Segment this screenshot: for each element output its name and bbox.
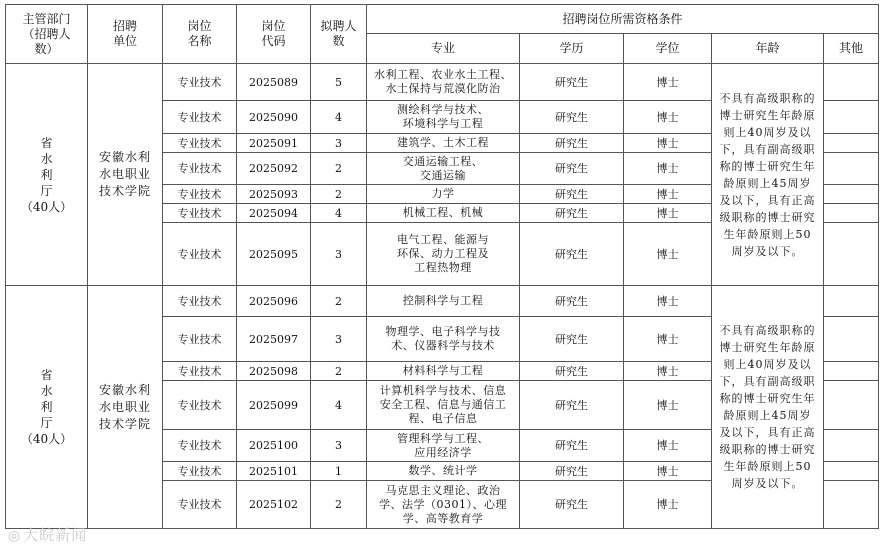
watermark-text: 大皖新闻	[23, 526, 88, 544]
position-code-cell: 2025099	[237, 381, 311, 430]
age-cell: 不具有高级职称的博士研究生年龄原则上40周岁及以下，具有副高级职称的博士研究生年龄原则上45周岁及以下，具有正高级职称的博士研究生年龄原则上50周岁及以下。	[712, 286, 824, 529]
unit-cell: 安徽水利 水电职业 技术学院	[88, 64, 163, 286]
count-cell: 4	[311, 204, 367, 223]
major-cell: 力学	[367, 185, 520, 204]
major-cell: 水利工程、农业水土工程、 水土保持与荒漠化防治	[367, 64, 520, 101]
degree-cell: 博士	[624, 101, 712, 134]
position-code-cell: 2025098	[237, 362, 311, 381]
other-cell	[824, 153, 879, 185]
position-code-cell: 2025101	[237, 462, 311, 481]
header-requirements: 招聘岗位所需资格条件	[367, 5, 879, 34]
count-cell: 4	[311, 101, 367, 134]
position-code-cell: 2025091	[237, 134, 311, 153]
degree-cell: 博士	[624, 381, 712, 430]
count-cell: 2	[311, 185, 367, 204]
count-cell: 3	[311, 317, 367, 362]
degree-cell: 博士	[624, 430, 712, 462]
position-name-cell: 专业技术	[163, 223, 237, 286]
position-name-cell: 专业技术	[163, 286, 237, 317]
dept-cell: 省 水 利 厅 （40人）	[6, 286, 88, 529]
degree-cell: 博士	[624, 153, 712, 185]
major-cell: 电气工程、能源与 环保、动力工程及 工程热物理	[367, 223, 520, 286]
count-cell: 3	[311, 134, 367, 153]
count-cell: 2	[311, 153, 367, 185]
education-cell: 研究生	[520, 481, 624, 529]
major-cell: 材料科学与工程	[367, 362, 520, 381]
watermark	[8, 524, 87, 545]
count-cell: 4	[311, 381, 367, 430]
major-cell: 测绘科学与技术、 环境科学与工程	[367, 101, 520, 134]
header-position-name: 岗位 名称	[163, 5, 237, 64]
degree-cell: 博士	[624, 481, 712, 529]
major-cell: 计算机科学与技术、信息 安全工程、信息与通信工 程、电子信息	[367, 381, 520, 430]
header-count: 拟聘人 数	[311, 5, 367, 64]
position-name-cell: 专业技术	[163, 134, 237, 153]
header-dept: 主管部门 （招聘人 数）	[6, 5, 88, 64]
position-code-cell: 2025092	[237, 153, 311, 185]
major-cell: 数学、统计学	[367, 462, 520, 481]
position-name-cell: 专业技术	[163, 481, 237, 529]
degree-cell: 博士	[624, 462, 712, 481]
degree-cell: 博士	[624, 134, 712, 153]
education-cell: 研究生	[520, 153, 624, 185]
education-cell: 研究生	[520, 223, 624, 286]
position-code-cell: 2025096	[237, 286, 311, 317]
header-education: 学历	[520, 34, 624, 64]
education-cell: 研究生	[520, 101, 624, 134]
position-code-cell: 2025090	[237, 101, 311, 134]
camera-logo-icon: ◎	[8, 528, 22, 544]
other-cell	[824, 381, 879, 430]
education-cell: 研究生	[520, 317, 624, 362]
count-cell: 2	[311, 286, 367, 317]
major-cell: 机械工程、机械	[367, 204, 520, 223]
position-name-cell: 专业技术	[163, 153, 237, 185]
position-code-cell: 2025093	[237, 185, 311, 204]
major-cell: 物理学、电子科学与技 术、仪器科学与技术	[367, 317, 520, 362]
other-cell	[824, 430, 879, 462]
count-cell: 2	[311, 362, 367, 381]
table-body	[6, 64, 879, 529]
degree-cell: 博士	[624, 64, 712, 101]
major-cell: 管理科学与工程、 应用经济学	[367, 430, 520, 462]
education-cell: 研究生	[520, 185, 624, 204]
education-cell: 研究生	[520, 430, 624, 462]
header-position-code: 岗位 代码	[237, 5, 311, 64]
degree-cell: 博士	[624, 286, 712, 317]
table-row	[6, 286, 879, 317]
position-name-cell: 专业技术	[163, 317, 237, 362]
position-code-cell: 2025094	[237, 204, 311, 223]
education-cell: 研究生	[520, 381, 624, 430]
education-cell: 研究生	[520, 286, 624, 317]
other-cell	[824, 101, 879, 134]
header-degree: 学位	[624, 34, 712, 64]
education-cell: 研究生	[520, 134, 624, 153]
header-other: 其他	[824, 34, 879, 64]
position-name-cell: 专业技术	[163, 204, 237, 223]
other-cell	[824, 317, 879, 362]
position-name-cell: 专业技术	[163, 381, 237, 430]
other-cell	[824, 462, 879, 481]
major-cell: 马克思主义理论、政治 学、法学（0301）、心理 学、高等教育学	[367, 481, 520, 529]
count-cell: 1	[311, 462, 367, 481]
other-cell	[824, 286, 879, 317]
dept-cell: 省 水 利 厅 （40人）	[6, 64, 88, 286]
degree-cell: 博士	[624, 204, 712, 223]
header-age: 年龄	[712, 34, 824, 64]
position-name-cell: 专业技术	[163, 101, 237, 134]
count-cell: 2	[311, 481, 367, 529]
degree-cell: 博士	[624, 317, 712, 362]
position-name-cell: 专业技术	[163, 185, 237, 204]
education-cell: 研究生	[520, 204, 624, 223]
header-unit: 招聘 单位	[88, 5, 163, 64]
table-row	[6, 64, 879, 101]
other-cell	[824, 134, 879, 153]
position-name-cell: 专业技术	[163, 430, 237, 462]
position-code-cell: 2025095	[237, 223, 311, 286]
position-code-cell: 2025089	[237, 64, 311, 101]
position-name-cell: 专业技术	[163, 462, 237, 481]
other-cell	[824, 481, 879, 529]
count-cell: 3	[311, 223, 367, 286]
position-code-cell: 2025100	[237, 430, 311, 462]
other-cell	[824, 223, 879, 286]
position-name-cell: 专业技术	[163, 362, 237, 381]
degree-cell: 博士	[624, 362, 712, 381]
other-cell	[824, 204, 879, 223]
other-cell	[824, 185, 879, 204]
education-cell: 研究生	[520, 64, 624, 101]
position-code-cell: 2025097	[237, 317, 311, 362]
education-cell: 研究生	[520, 462, 624, 481]
degree-cell: 博士	[624, 185, 712, 204]
age-cell: 不具有高级职称的博士研究生年龄原则上40周岁及以下，具有副高级职称的博士研究生年龄原则上45周岁及以下，具有正高级职称的博士研究生年龄原则上50周岁及以下。	[712, 64, 824, 286]
major-cell: 交通运输工程、 交通运输	[367, 153, 520, 185]
unit-cell: 安徽水利 水电职业 技术学院	[88, 286, 163, 529]
major-cell: 控制科学与工程	[367, 286, 520, 317]
position-name-cell: 专业技术	[163, 64, 237, 101]
degree-cell: 博士	[624, 223, 712, 286]
count-cell: 5	[311, 64, 367, 101]
header-major: 专业	[367, 34, 520, 64]
other-cell	[824, 64, 879, 101]
major-cell: 建筑学、土木工程	[367, 134, 520, 153]
other-cell	[824, 362, 879, 381]
position-code-cell: 2025102	[237, 481, 311, 529]
education-cell: 研究生	[520, 362, 624, 381]
count-cell: 3	[311, 430, 367, 462]
recruitment-table	[5, 4, 879, 529]
